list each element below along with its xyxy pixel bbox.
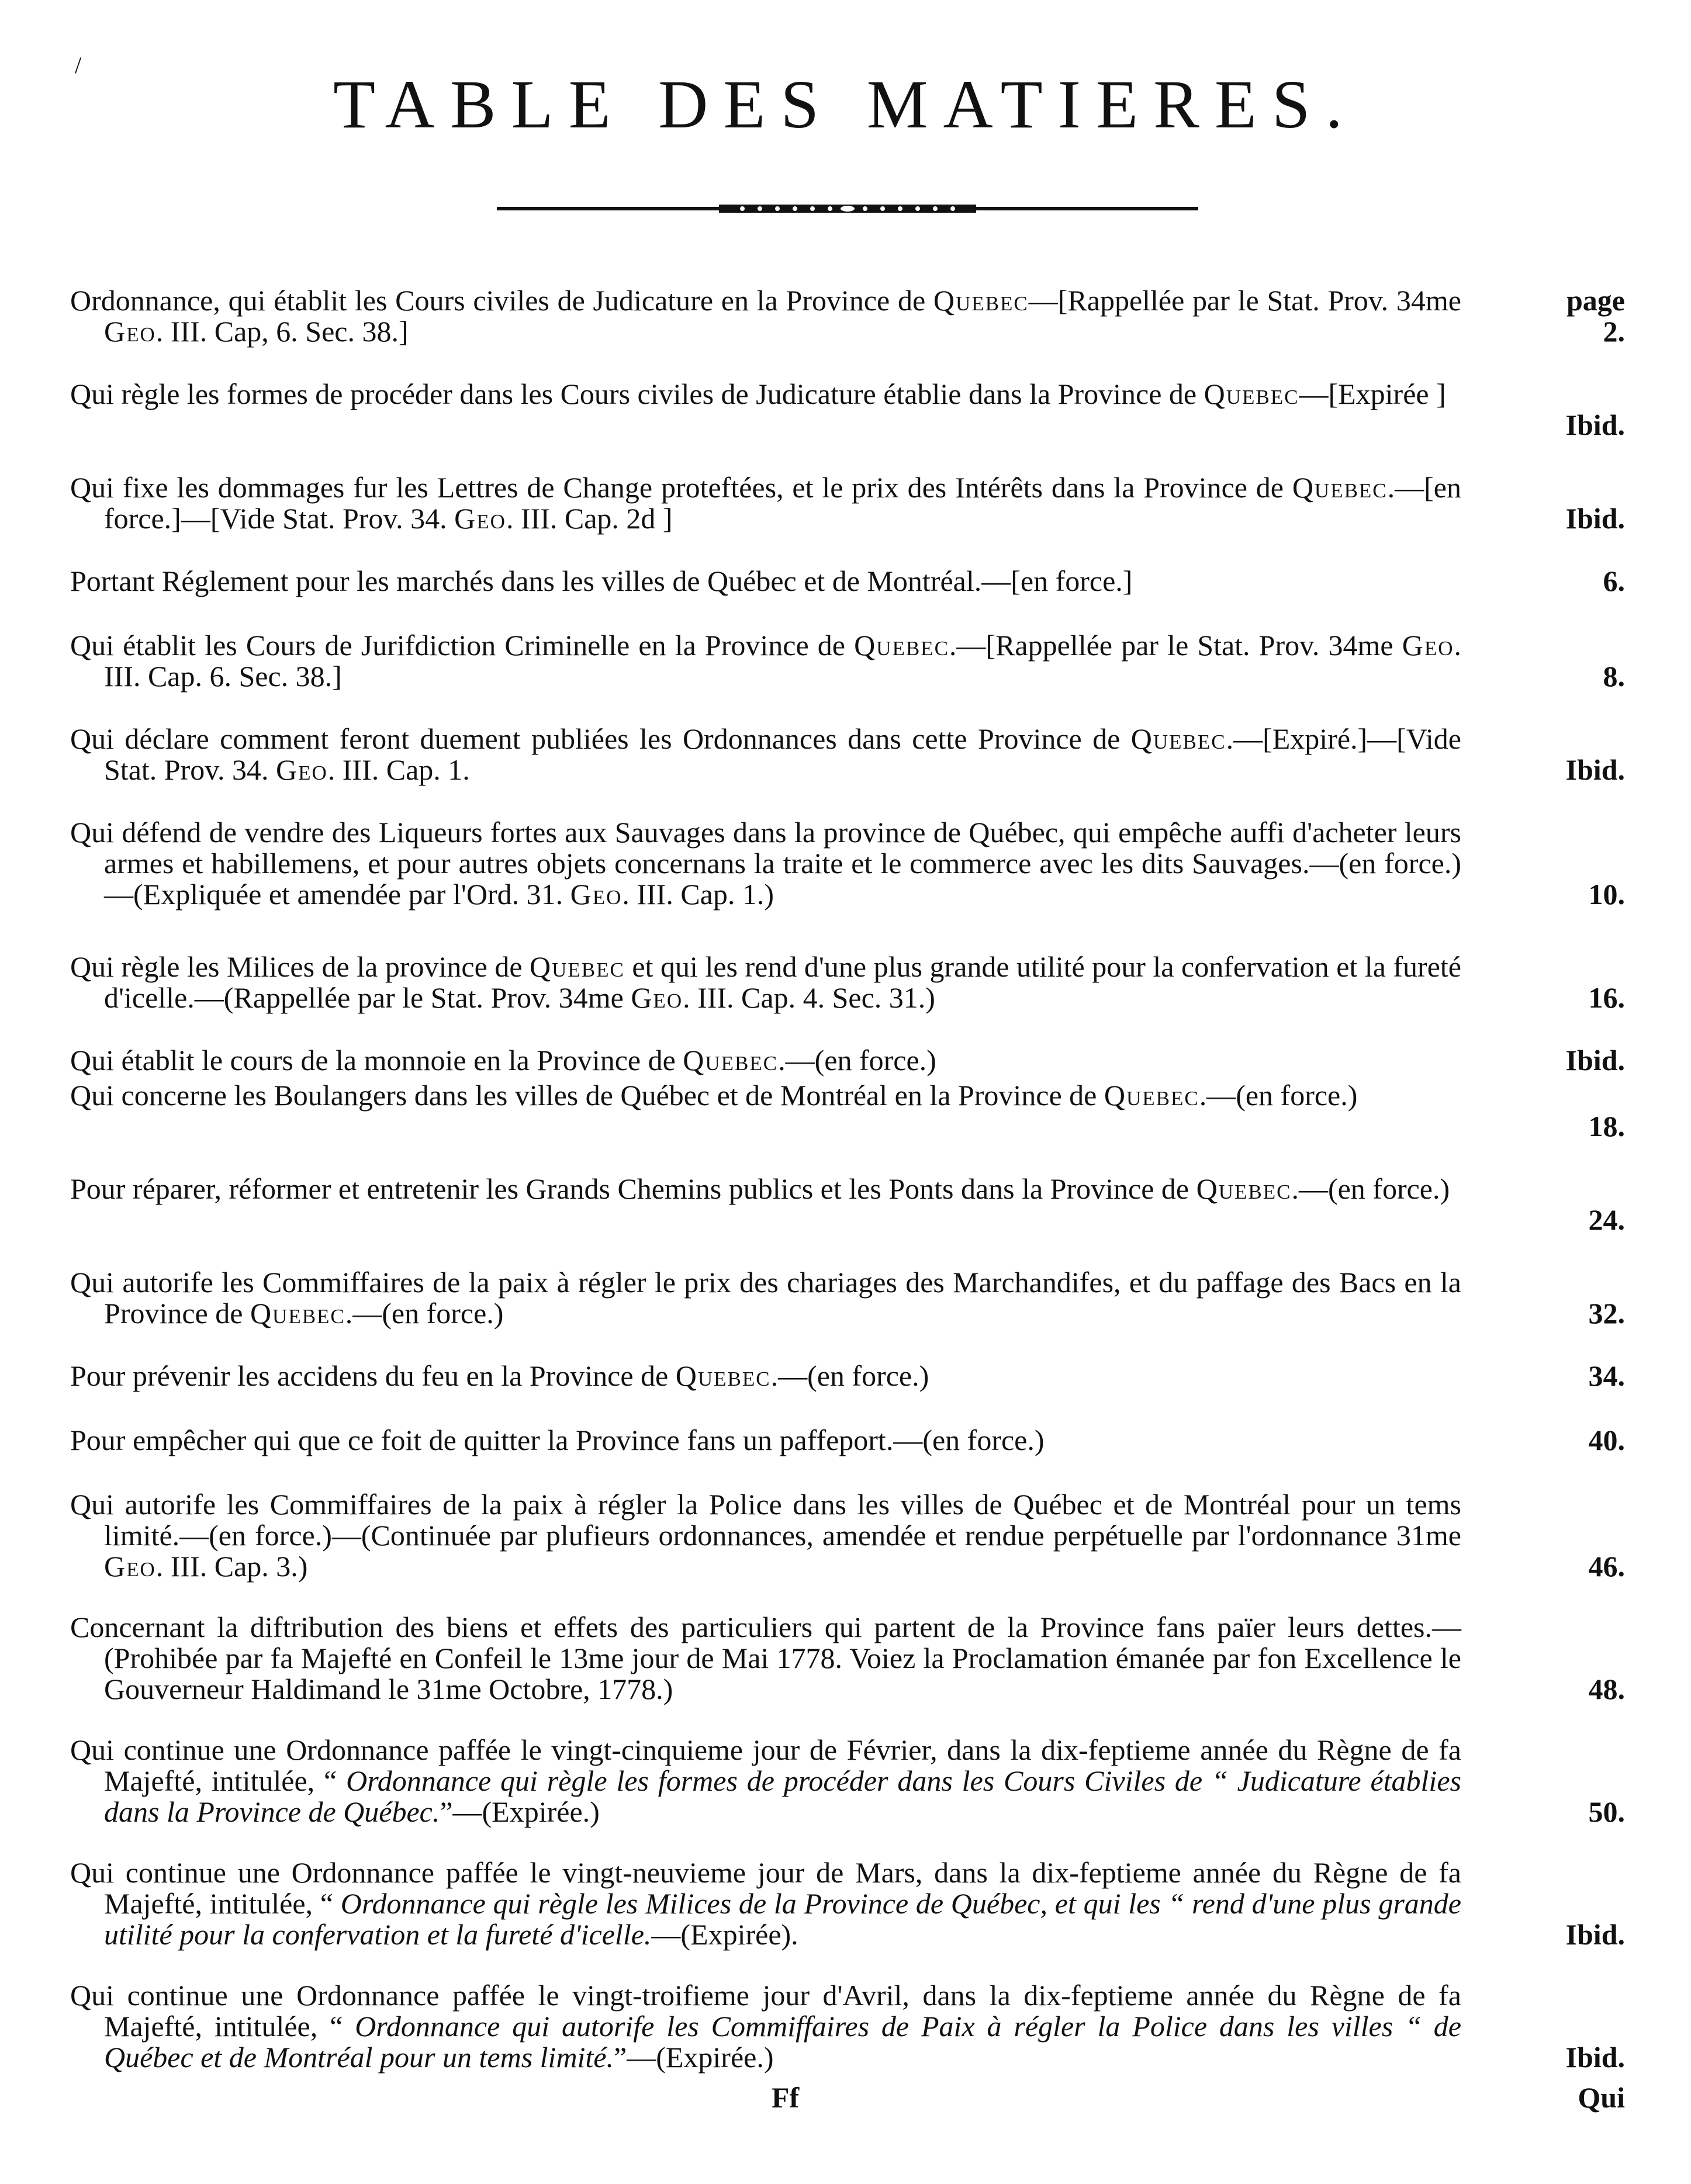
entry-text-part: Quebec [1204, 378, 1299, 410]
entry-description [70, 1267, 1461, 1329]
entry-text-part: . III. Cap. 6. Sec. 38.] [104, 629, 1461, 693]
entry-text-part: Qui fixe les dommages fur les Lettres de Change proteftées, et le prix des Intérêts dans la Province de [70, 471, 1292, 504]
entry-text-part: . III. Cap. 2d ] [506, 502, 673, 535]
entry-text-part: . III. Cap. 1.) [622, 878, 774, 911]
entry-description [70, 1735, 1461, 1828]
entry-text-part: . III. Cap. 3.) [155, 1550, 308, 1583]
entry-text-part: Qui défend de vendre des Liqueurs fortes aux Sauvages dans la province de Québec, qui empêche auffi d'acheter leurs armes et habillemens, et pour autres objets concernans la traite et le commerce avec les dits Sauvages.—(en force.)—(Expliquée et amendée par l'Ord. 31. [70, 816, 1461, 911]
page-number: 48. [1588, 1673, 1625, 1705]
entry-text-part: Qui établit le cours de la monnoie en la Province de [70, 1044, 683, 1077]
entry-text-part: Quebec [1130, 722, 1226, 755]
entry-text-part: .—(en force.) [770, 1359, 929, 1392]
page-number: Ibid. [1565, 1918, 1625, 1951]
page-number: Ibid. [1565, 753, 1625, 786]
entry-text-part: Qui règle les Milices de la province de [70, 950, 530, 983]
entry-description [70, 1425, 1461, 1456]
entry-description [70, 1612, 1461, 1705]
page-number: Ibid. [1565, 1044, 1625, 1077]
entry-text-part: .—[Expiré.]—[Vide Stat. Prov. 34. [104, 722, 1461, 786]
page-number: 18. [1588, 1110, 1625, 1143]
page-number: 50. [1588, 1795, 1625, 1828]
entry-text-part: Geo [104, 315, 156, 348]
entry-text-part: Qui établit les Cours de Jurifdiction Criminelle en la Province de [70, 629, 855, 662]
entry-description [70, 472, 1461, 534]
page-number: 6. [1603, 565, 1625, 597]
entry-description [70, 566, 1461, 597]
corner-mark: / [75, 52, 82, 78]
entry-text-part: Qui continue une Ordonnance paffée le vingt-cinquieme jour de Février, dans la dix-feptieme année du Règne de fa Majefté, intitulée, “ [70, 1733, 1461, 1797]
entry-description [70, 951, 1461, 1013]
catchword: Qui [1578, 2081, 1625, 2114]
entry-text-part: .—(en force.) [1291, 1172, 1450, 1205]
entry-text-part: Qui concerne les Boulangers dans les villes de Québec et de Montréal en la Province de [70, 1079, 1104, 1112]
entry-text-part: Ordonnance, qui établit les Cours civiles de Judicature en la Province de [70, 284, 933, 317]
entry-text-part: ”—(Expirée.) [614, 2041, 774, 2074]
page-number: 32. [1588, 1297, 1625, 1330]
entry-text-part: Quebec [250, 1297, 345, 1330]
entry-text-part: Quebec [1196, 1172, 1292, 1205]
entry-description [70, 285, 1461, 347]
entry-text-part: Qui continue une Ordonnance paffée le vingt-troifieme jour d'Avril, dans la dix-feptieme année du Règne de fa Majefté, intitulée, “ [70, 1979, 1461, 2043]
entry-text-part: . III. Cap. 4. Sec. 31.) [683, 981, 935, 1014]
entry-description [70, 1980, 1461, 2073]
entry-text-part: Qui règle les formes de procéder dans les Cours civiles de Judicature établie dans la Province de [70, 378, 1204, 410]
entry-description [70, 630, 1461, 692]
page-number: 46. [1588, 1550, 1625, 1583]
page-number: 16. [1588, 981, 1625, 1014]
page-number: 10. [1588, 878, 1625, 911]
entry-text-part: . III. Cap, 6. Sec. 38.] [155, 315, 409, 348]
signature-mark: Ff [772, 2081, 800, 2114]
entry-text-part: —[Rappellée par le Stat. Prov. 34me [1028, 284, 1461, 317]
entry-text-part: Portant Réglement pour les marchés dans les villes de Québec et de Montréal.—[en force.] [70, 565, 1133, 597]
entry-text-part: .—(en force.) [1199, 1079, 1358, 1112]
entry-text-part: Qui continue une Ordonnance paffée le vingt-neuvieme jour de Mars, dans la dix-feptieme année du Règne de fa Majefté, intitulée, “ [70, 1856, 1461, 1920]
entry-text-part: Quebec [675, 1359, 771, 1392]
entry-text-part: —[Expirée ] [1299, 378, 1446, 410]
entry-text-part: Geo [276, 753, 328, 786]
entry-text-part: Concernant la diftribution des biens et effets des particuliers qui partent de la Province fans païer leurs dettes.—(Prohibée par fa Majefté en Confeil le 13me jour de Mai 1778. Voiez la Proclamation émanée par fon Excellence le Gouverneur Haldimand le 31me Octobre, 1778.) [70, 1611, 1461, 1705]
entry-text-part: .—[Rappellée par le Stat. Prov. 34me [949, 629, 1402, 662]
page-label: page [1566, 284, 1625, 317]
page-number: 34. [1588, 1359, 1625, 1392]
entry-description [70, 724, 1461, 785]
entry-text-part: Pour empêcher qui que ce foit de quitter la Province fans un paffeport.—(en force.) [70, 1424, 1045, 1456]
entry-text-part: Qui déclare comment feront duement publiées les Ordonnances dans cette Province de [70, 722, 1131, 755]
page-title: TABLE DES MATIERES. [333, 66, 1358, 143]
entry-description [70, 817, 1461, 910]
entry-description [70, 379, 1461, 410]
entry-description [70, 1489, 1461, 1582]
entry-text-part: Quebec [854, 629, 949, 662]
entry-text-part: .—[en force.]—[Vide Stat. Prov. 34. [104, 471, 1461, 535]
page-number: 8. [1603, 660, 1625, 693]
entry-text-part: —(Expirée). [651, 1918, 798, 1951]
entry-description [70, 1174, 1461, 1205]
entry-text-part: Qui autorife les Commiffaires de la paix à régler le prix des chariages des Marchandifes, et du paffage des Bacs en la Province de [70, 1266, 1461, 1330]
page-number: 2. [1603, 315, 1625, 348]
page-number: Ibid. [1565, 409, 1625, 441]
entry-italic-title: Ordonnance qui autorife les Commiffaires de Paix à régler la Police dans les villes “ de Québec et de Montréal pour un tems limité. [104, 2010, 1461, 2074]
entry-text-part: .—(en force.) [778, 1044, 936, 1077]
entry-text-part: Qui autorife les Commiffaires de la paix à régler la Police dans les villes de Québec et de Montréal pour un tems limité.—(en force.)—(Continuée par plufieurs ordonnances, amendée et rendue perpétuelle par l'ordonnance 31me [70, 1488, 1461, 1552]
entry-text-part: Quebec [1104, 1079, 1199, 1112]
entry-italic-title: Ordonnance qui règle les formes de procéder dans les Cours Civiles de “ Judicature établies dans la Province de Québec. [104, 1764, 1461, 1828]
entry-text-part: et qui les rend d'une plus grande utilité pour la confervation et la fureté d'icelle.—(Rappellée par le Stat. Prov. 34me [104, 950, 1461, 1014]
entry-description [70, 1080, 1461, 1111]
entry-text-part: .—(en force.) [345, 1297, 504, 1330]
entry-text-part: ”—(Expirée.) [440, 1795, 600, 1828]
entry-italic-title: Ordonnance qui règle les Milices de la Province de Québec, et qui les “ rend d'une plus grande utilité pour la confervation et la fureté d'icelle. [104, 1887, 1461, 1951]
entry-text-part: Quebec [1292, 471, 1388, 504]
entry-description [70, 1361, 1461, 1392]
entry-text-part: Pour réparer, réformer et entretenir les Grands Chemins publics et les Ponts dans la Province de [70, 1172, 1197, 1205]
entry-text-part: . III. Cap. 1. [327, 753, 470, 786]
entry-text-part: Geo [104, 1550, 156, 1583]
entry-description [70, 1857, 1461, 1950]
page-number: 40. [1588, 1424, 1625, 1456]
ornament-rule [497, 199, 1198, 219]
entry-text-part: Geo [570, 878, 623, 911]
entry-text-part: Quebec [530, 950, 625, 983]
entry-text-part: Geo [631, 981, 683, 1014]
entry-text-part: Pour prévenir les accidens du feu en la Province de [70, 1359, 676, 1392]
page-number: 24. [1588, 1203, 1625, 1236]
entry-description [70, 1045, 1461, 1076]
page-number: Ibid. [1565, 502, 1625, 535]
page-number: Ibid. [1565, 2041, 1625, 2074]
entry-text-part: Geo [1402, 629, 1454, 662]
entry-text-part: Geo [454, 502, 506, 535]
entry-text-part: Quebec [683, 1044, 779, 1077]
entry-text-part: Quebec [933, 284, 1029, 317]
